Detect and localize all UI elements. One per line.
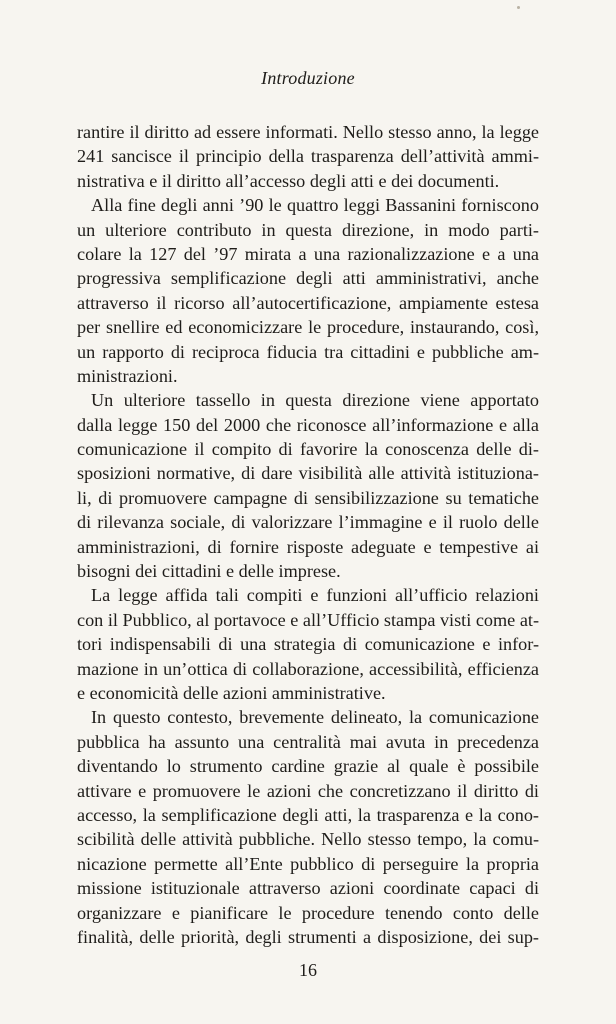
text-line: con il Pubblico, al portavoce e all’Ufficio stampa visti come at- — [77, 609, 539, 630]
text-line: Un ulteriore tassello in questa direzione viene apportato — [91, 390, 539, 411]
paragraph — [77, 705, 539, 949]
text-line: comunicazione il compito di favorire la conoscenza delle di- — [77, 439, 539, 460]
text-line: mazione in un’ottica di collaborazione, accessibilità, efficienza — [77, 658, 539, 679]
text-line: un rapporto di reciproca fiducia tra cittadini e pubbliche am- — [77, 341, 539, 362]
text-line: progressiva semplificazione degli atti amministrativi, anche — [77, 268, 539, 289]
text-line: un ulteriore contributo in questa direzione, in modo parti- — [77, 219, 539, 240]
text-line: di rilevanza sociale, di valorizzare l’immagine e il ruolo delle — [77, 512, 539, 533]
paragraph — [77, 583, 539, 705]
text-line: rantire il diritto ad essere informati. Nello stesso anno, la legge — [77, 122, 539, 142]
text-line: finalità, delle priorità, degli strumenti a disposizione, dei sup- — [77, 926, 539, 947]
text-line: pubblica ha assunto una centralità mai avuta in precedenza — [77, 731, 539, 752]
text-line: nicazione permette all’Ente pubblico di perseguire la propria — [77, 853, 539, 874]
text-line: colare la 127 del ’97 mirata a una razionalizzazione e a una — [77, 243, 539, 264]
text-line: diventando lo strumento cardine grazie al quale è possibile — [77, 756, 539, 777]
paper-speck — [517, 6, 520, 9]
text-line: 241 sancisce il principio della trasparenza dell’attività ammi- — [77, 146, 539, 167]
text-line: In questo contesto, brevemente delineato, la comunicazione — [91, 707, 539, 728]
text-line: per snellire ed economicizzare le procedure, instaurando, così, — [77, 317, 539, 338]
paragraph — [77, 388, 539, 583]
paragraph — [77, 120, 539, 193]
paragraph — [77, 193, 539, 388]
text-line: bisogni dei cittadini e delle imprese. — [77, 561, 341, 582]
text-line: dalla legge 150 del 2000 che riconosce all’informazione e alla — [77, 414, 539, 435]
text-line: amministrazioni, di fornire risposte adeguate e tempestive ai — [77, 536, 539, 557]
body-text — [77, 120, 539, 949]
text-line: li, di promuovere campagne di sensibilizzazione su tematiche — [77, 487, 539, 508]
running-title: Introduzione — [261, 68, 355, 88]
text-line: ministrazioni. — [77, 365, 178, 386]
text-line: Alla fine degli anni ’90 le quattro leggi Bassanini forniscono — [91, 195, 539, 216]
text-line: e economicità delle azioni amministrative. — [77, 682, 386, 703]
text-line: La legge affida tali compiti e funzioni all’ufficio relazioni — [91, 585, 539, 606]
text-line: attivare e promuovere le azioni che concretizzano il diritto di — [77, 780, 539, 801]
text-line: accesso, la semplificazione degli atti, la trasparenza e la cono- — [77, 804, 539, 825]
text-line: sposizioni normative, di dare visibilità alle attività istituziona- — [77, 463, 539, 484]
text-line: nistrativa e il diritto all’accesso degli atti e dei documenti. — [77, 170, 500, 191]
text-line: organizzare e pianificare le procedure tenendo conto delle — [77, 902, 539, 923]
text-line: scibilità delle attività pubbliche. Nello stesso tempo, la comu- — [77, 829, 539, 850]
text-line: attraverso il ricorso all’autocertificazione, ampiamente estesa — [77, 292, 539, 313]
text-line: missione istituzionale attraverso azioni coordinate capaci di — [77, 878, 539, 899]
text-line: tori indispensabili di una strategia di comunicazione e infor- — [77, 634, 539, 655]
page-number: 16 — [299, 960, 317, 980]
